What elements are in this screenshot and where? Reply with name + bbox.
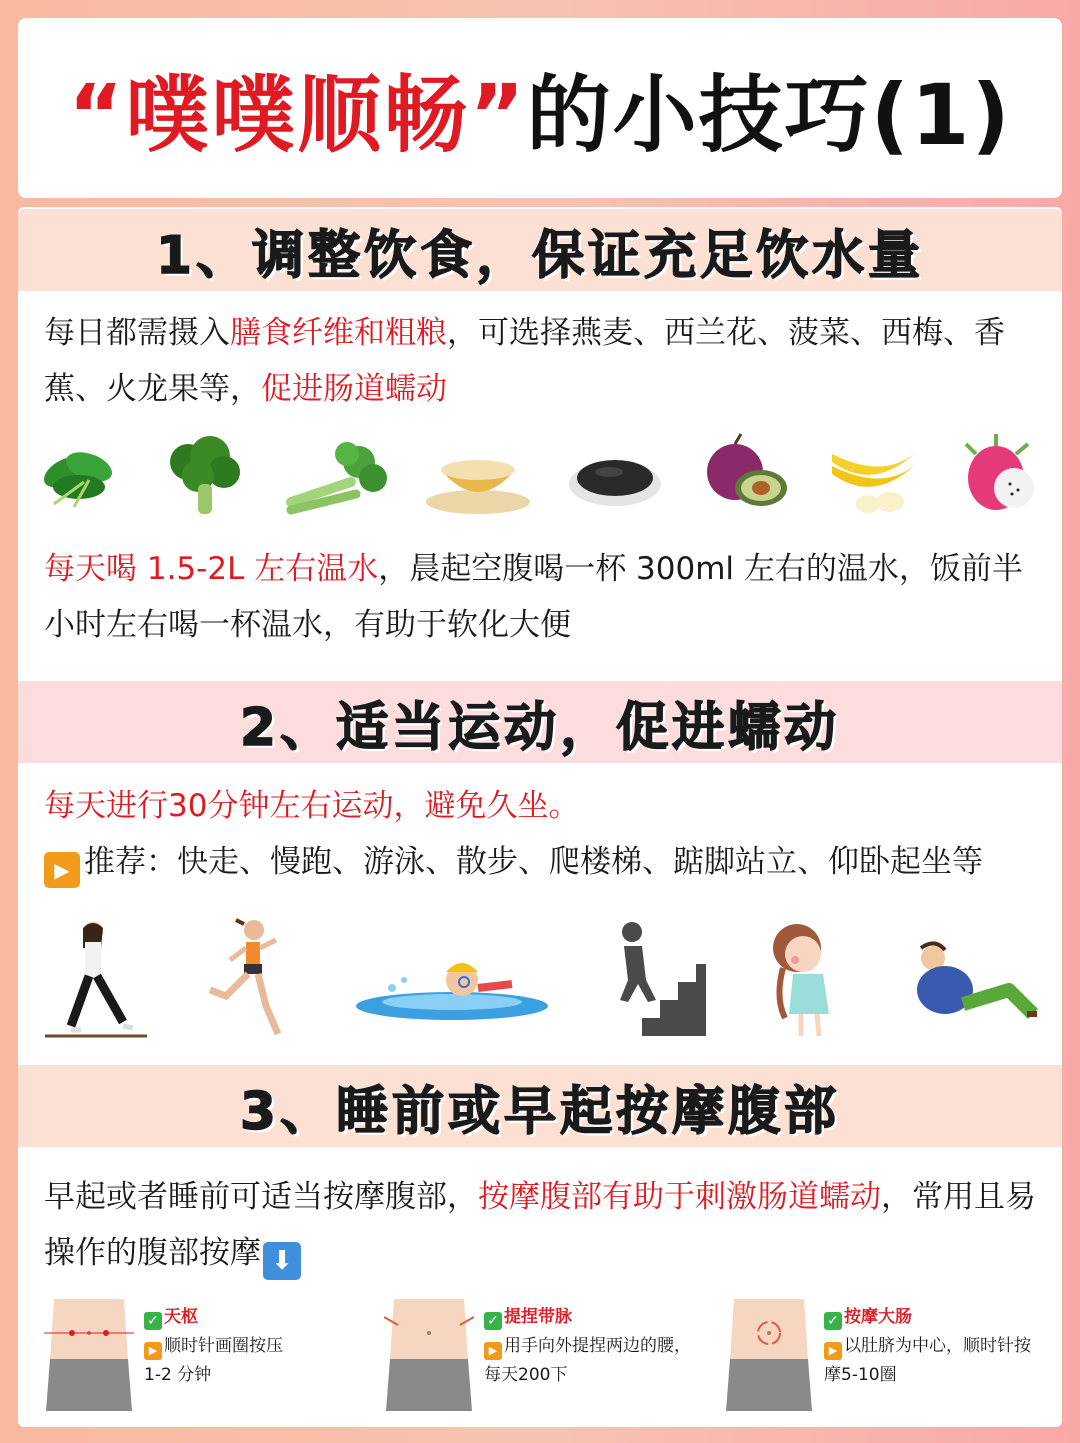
black-rice-icon xyxy=(565,432,665,518)
section1-paragraph2 xyxy=(44,541,1044,653)
broccoli-icon xyxy=(158,432,250,518)
s1-p1-text-b: ，可选择燕麦、西兰花、菠菜、西梅、香蕉、火龙果等， xyxy=(44,315,1005,407)
play-icon: ▶ xyxy=(824,1342,842,1360)
belly-pinch-icon xyxy=(384,1299,474,1411)
swimming-icon xyxy=(352,918,552,1043)
title-card xyxy=(18,18,1062,198)
title-red: “噗噗顺畅” xyxy=(68,65,527,164)
massage-desc-3: 以肚脐为中心，顺时针按 xyxy=(844,1336,1031,1356)
running-icon xyxy=(196,918,306,1043)
oats-icon xyxy=(423,432,533,518)
section2-paragraph xyxy=(44,778,1044,890)
celery-icon xyxy=(281,432,391,518)
play-icon: ▶ xyxy=(484,1342,502,1360)
massage-text-3 xyxy=(824,1303,1044,1390)
plum-icon xyxy=(697,432,793,518)
s1-p1-highlight-2: 促进肠道蠕动 xyxy=(261,371,447,407)
play-icon: ▶ xyxy=(44,852,80,888)
check-icon: ✓ xyxy=(824,1312,842,1330)
s3-p1-text-a: 早起或者睡前可适当按摩腹部， xyxy=(44,1179,478,1215)
s3-p1-text-b: ，常用且易操作的腹部按摩 xyxy=(44,1179,1036,1271)
massage-text-2 xyxy=(484,1303,714,1390)
down-arrow-icon: ⬇ xyxy=(263,1242,301,1280)
massage-item-2 xyxy=(384,1299,714,1424)
s3-p1-highlight: 按摩腹部有助于刺激肠道蠕动 xyxy=(478,1179,881,1215)
title-black: 的小技巧(1) xyxy=(526,65,1012,164)
section1-heading: 1、调整饮食，保证充足饮水量 xyxy=(18,209,1062,291)
massage-text-1 xyxy=(144,1303,374,1390)
section3-heading: 3、睡前或早起按摩腹部 xyxy=(18,1065,1062,1147)
walking-icon xyxy=(41,918,151,1043)
section2-heading: 2、适当运动，促进蠕动 xyxy=(18,681,1062,763)
check-icon: ✓ xyxy=(484,1312,502,1330)
s1-p1-highlight-1: 膳食纤维和粗粮 xyxy=(230,315,447,351)
s1-p1-text-a: 每日都需摄入 xyxy=(44,315,230,351)
s2-recommend-text: 推荐：快走、慢跑、游泳、散步、爬楼梯、踮脚站立、仰卧起坐等 xyxy=(84,844,983,880)
massage-desc2-1: 1-2 分钟 xyxy=(144,1365,212,1385)
belly-navel-points-icon xyxy=(44,1299,134,1411)
play-icon: ▶ xyxy=(144,1342,162,1360)
s2-recommend-line xyxy=(44,834,1044,890)
massage-item-3 xyxy=(724,1299,1054,1424)
massage-title-2: 提捏带脉 xyxy=(504,1307,572,1327)
spinach-icon xyxy=(34,432,126,518)
belly-circle-icon xyxy=(724,1299,814,1411)
massage-title-1: 天枢 xyxy=(164,1307,198,1327)
banana-icon xyxy=(824,432,924,518)
situp-icon xyxy=(899,918,1039,1043)
massage-desc2-3: 摩5-10圈 xyxy=(824,1365,897,1385)
massage-desc2-2: 每天200下 xyxy=(484,1365,568,1385)
massage-title-3: 按摩大肠 xyxy=(844,1307,912,1327)
activity-icons-row xyxy=(18,915,1062,1045)
massage-desc-2: 用手向外提捏两边的腰， xyxy=(504,1336,691,1356)
section1-paragraph1 xyxy=(44,305,1044,417)
stairs-icon xyxy=(598,918,708,1043)
check-icon: ✓ xyxy=(144,1312,162,1330)
content-card xyxy=(18,207,1062,1427)
tiptoe-icon xyxy=(753,918,853,1043)
s1-p2-text: ，晨起空腹喝一杯 300ml 左右的温水，饭前半小时左右喝一杯温水，有助于软化大便 xyxy=(44,551,1023,643)
food-icons-row xyxy=(18,429,1062,521)
s1-p2-highlight: 每天喝 1.5-2L 左右温水 xyxy=(44,551,379,587)
massage-desc-1: 顺时针画圈按压 xyxy=(164,1336,283,1356)
dragon-fruit-icon xyxy=(956,432,1046,518)
section3-paragraph xyxy=(44,1169,1044,1281)
s2-p1-highlight: 每天进行30分钟左右运动，避免久坐。 xyxy=(44,788,580,824)
massage-item-1 xyxy=(44,1299,374,1424)
